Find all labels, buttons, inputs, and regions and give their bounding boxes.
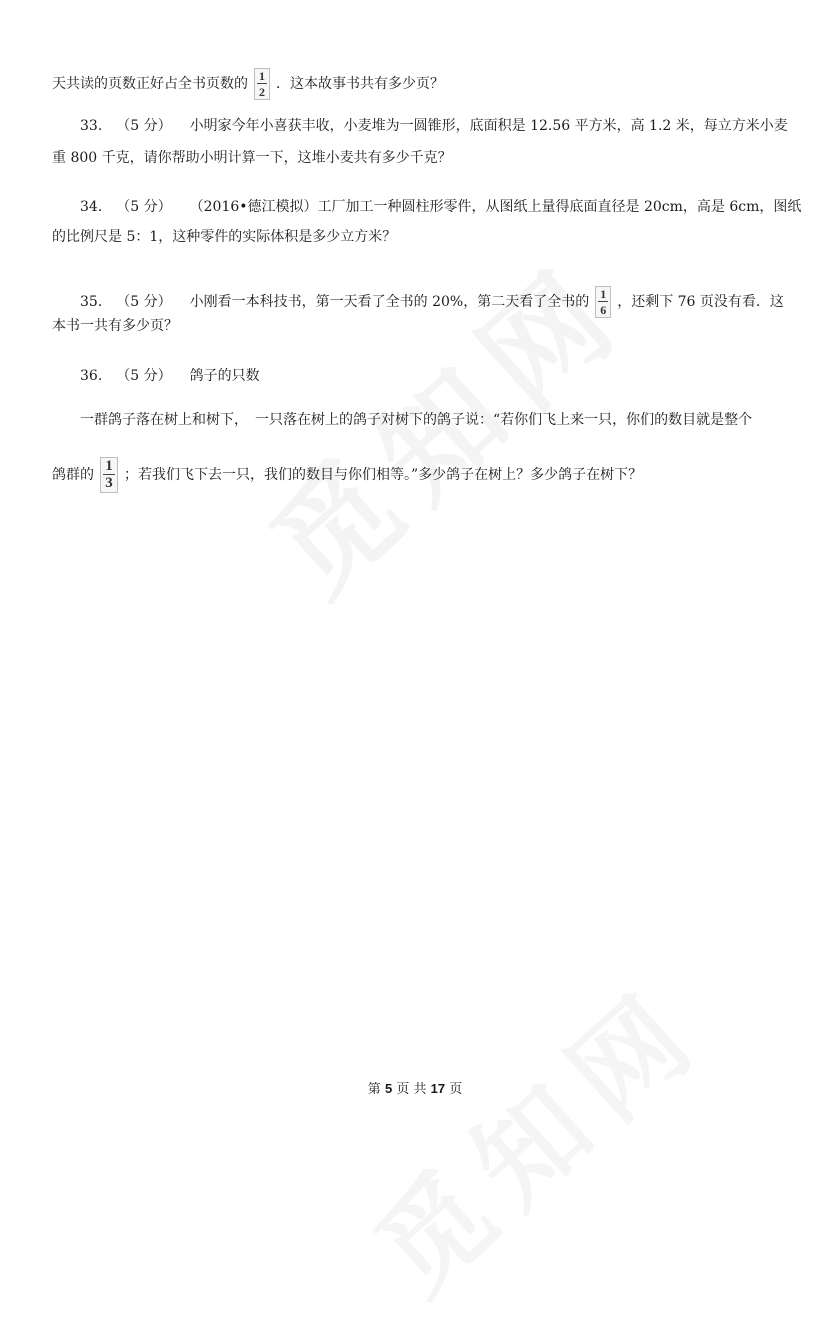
question-score: （5 分） — [116, 118, 172, 134]
fraction-one-half: $\frac{1}{2}$ — [254, 68, 270, 100]
q36-header — [80, 366, 260, 386]
q36-line2: 鸽群的 $\frac{1}{3}$ ；若我们飞下去一只，我们的数目与你们相等。”多少鸽子在树上？多少鸽子在树下？ — [52, 458, 643, 491]
question-number: 34. — [80, 199, 103, 215]
question-number: 35. — [80, 294, 103, 310]
page-footer: 第 5 页 共 17 页 — [367, 1081, 463, 1097]
q33-line2: 重 800 千克，请你帮助小明计算一下，这堆小麦共有多少千克？ — [52, 150, 452, 166]
question-score: （5 分） — [116, 368, 172, 384]
total-pages: 17 — [430, 1081, 446, 1096]
question-score: （5 分） — [116, 294, 172, 310]
watermark-bottom — [330, 940, 749, 1340]
q36-line1: 一群鸽子落在树上和树下， 一只落在树上的鸽子对树下的鸽子说：“若你们飞上来一只，你们的数目就是整个 — [80, 412, 753, 428]
fraction-one-sixth: $\frac{1}{6}$ — [595, 286, 611, 318]
question-number: 36. — [80, 368, 103, 384]
watermark — [150, 137, 751, 723]
question-score: （5 分） — [116, 199, 172, 215]
question-number: 33. — [80, 118, 103, 134]
q35-line2: 本书一共有多少页？ — [52, 318, 178, 334]
q34-line1: 34. （5 分） （2016•德江模拟）工厂加工一种圆柱形零件，从图纸上量得底面直径是 20cm，高是 6cm，图纸 — [80, 199, 802, 215]
q35-line1: 35. （5 分） 小刚看一本科技书，第一天看了全书的 20%，第二天看了全书的 $\frac{1}{6}$ ，还剩下 76 页没有看．这 — [80, 287, 784, 317]
q34-line2: 的比例尺是 5：1，这种零件的实际体积是多少立方米？ — [52, 229, 397, 245]
question-title: 鸽子的只数 — [189, 368, 260, 384]
fraction-one-third: $\frac{1}{3}$ — [100, 457, 118, 493]
q32-line1: 天共读的页数正好占全书页数的 $\frac{1}{2}$ ．这本故事书共有多少页？ — [52, 69, 444, 99]
page-number: 5 — [384, 1081, 393, 1096]
q33-line1: 33. （5 分） 小明家今年小喜获丰收，小麦堆为一圆锥形，底面积是 12.56 平方米，高 1.2 米，每立方米小麦 — [80, 118, 788, 134]
